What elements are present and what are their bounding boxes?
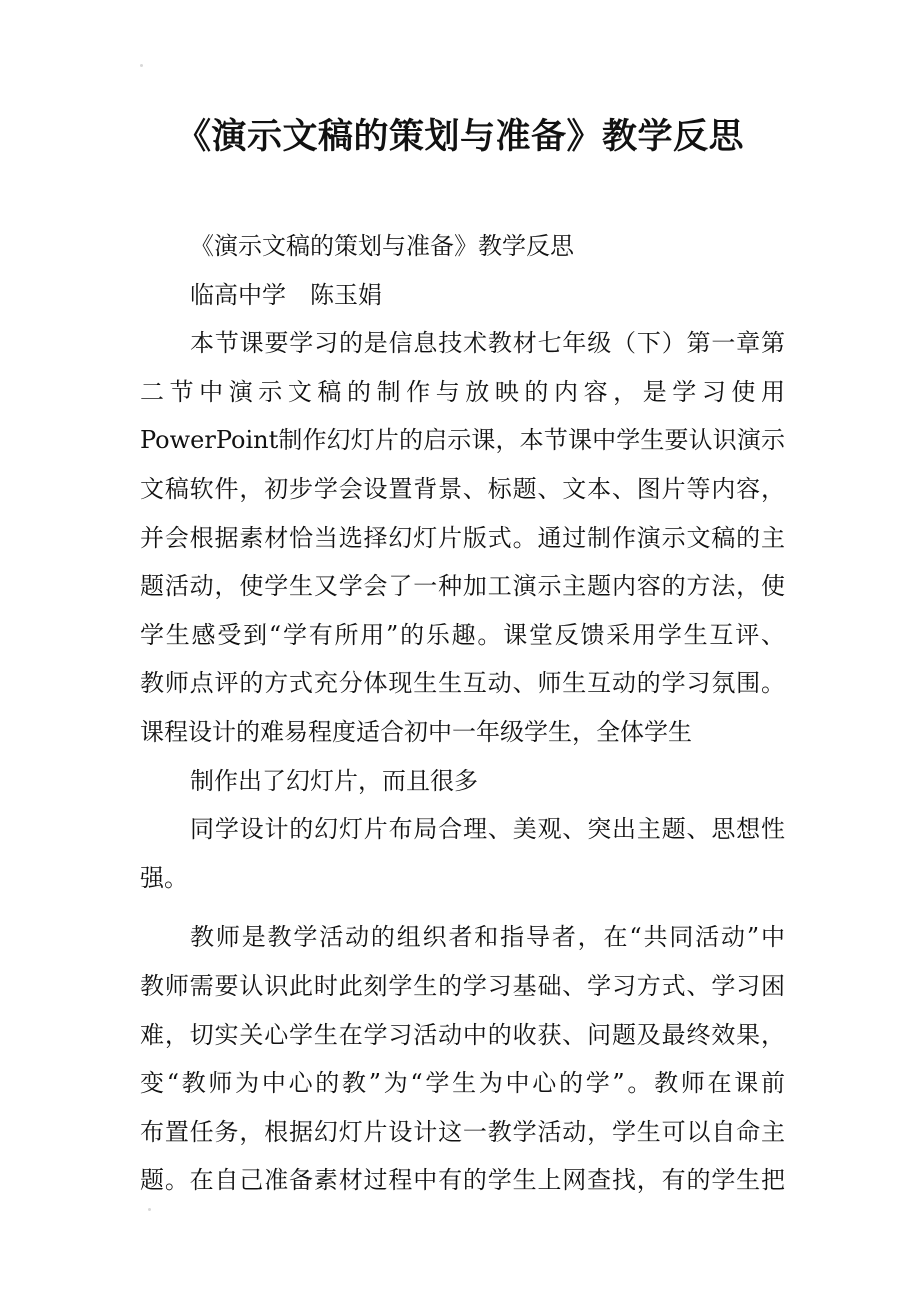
scan-speck: [140, 64, 143, 67]
text-line: PowerPoint制作幻灯片的启示课，本节课中学生要认识演示: [140, 426, 785, 455]
paragraph-course-overview: [140, 319, 785, 756]
text-line: 强。: [140, 863, 188, 892]
text-line: 变“教师为中心的教”为“学生为中心的学”。教师在课前: [140, 1069, 785, 1098]
text-line: 教师需要认识此时此刻学生的学习基础、学习方式、学习困: [140, 971, 785, 1000]
text-line: 文稿软件，初步学会设置背景、标题、文本、图片等内容，: [140, 474, 785, 503]
text-line: 题活动，使学生又学会了一种加工演示主题内容的方法，使: [140, 572, 785, 601]
text-line: 本节课要学习的是信息技术教材七年级（下）第一章第: [190, 329, 785, 358]
text-line: 题。在自己准备素材过程中有的学生上网查找，有的学生把: [140, 1166, 785, 1195]
paragraph-teacher-role: [140, 913, 785, 1205]
scan-speck: [148, 1208, 151, 1211]
text-line: 二节中演示文稿的制作与放映的内容，是学习使用: [140, 377, 785, 406]
text-line: 同学设计的幻灯片布局合理、美观、突出主题、思想性: [190, 815, 785, 844]
author-line: 临高中学 陈玉娟: [190, 280, 382, 309]
document-subtitle: 《演示文稿的策划与准备》教学反思: [190, 232, 574, 260]
text-line: 并会根据素材恰当选择幻灯片版式。通过制作演示文稿的主: [140, 523, 785, 552]
text-line: 学生感受到“学有所用”的乐趣。课堂反馈采用学生互评、: [140, 620, 785, 649]
text-line: 布置任务，根据幻灯片设计这一教学活动，学生可以自命主: [140, 1117, 785, 1146]
text-line: 教师是教学活动的组织者和指导者，在“共同活动”中: [190, 923, 785, 952]
document-body: [140, 222, 785, 1205]
text-line: 教师点评的方式充分体现生生互动、师生互动的学习氛围。: [140, 669, 785, 698]
paragraph-gap: [140, 902, 785, 913]
paragraph-students-result: 制作出了幻灯片，而且很多: [190, 766, 478, 795]
paragraph-slide-design: [140, 805, 785, 902]
document-title: 《演示文稿的策划与准备》教学反思: [175, 116, 744, 157]
text-line: 课程设计的难易程度适合初中一年级学生，全体学生: [140, 717, 692, 746]
text-line: 难，切实关心学生在学习活动中的收获、问题及最终效果，: [140, 1020, 785, 1049]
